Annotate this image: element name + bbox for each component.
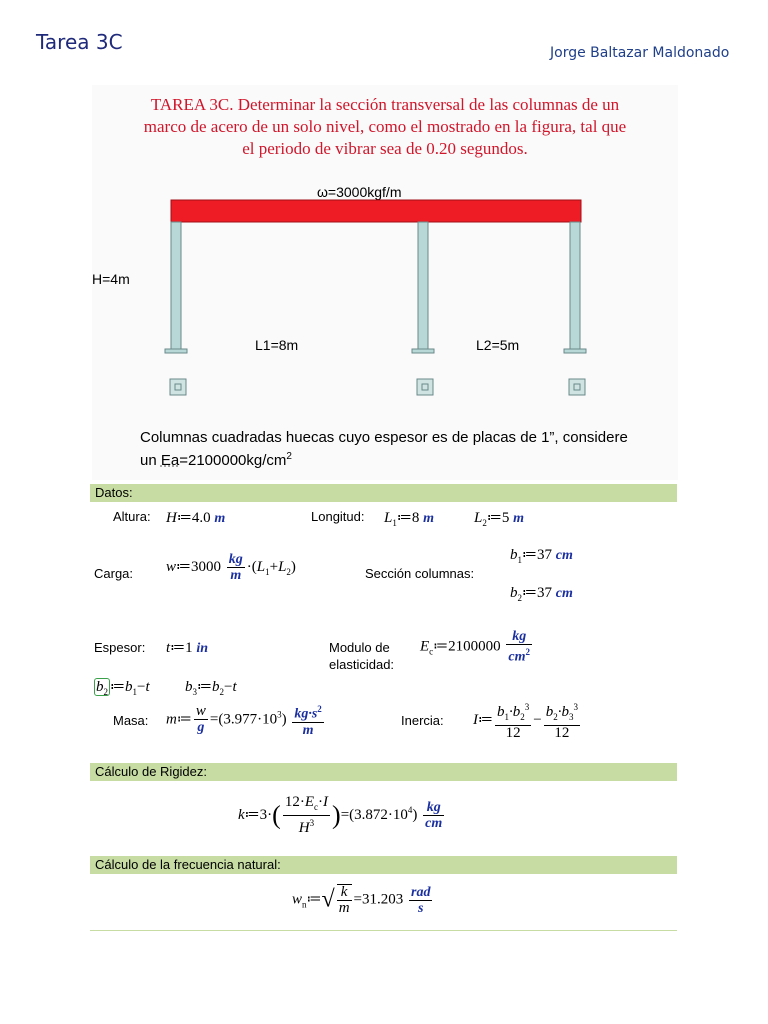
b1-formula: $b_1≔37$ cm	[510, 547, 573, 565]
l2-formula: $L_2≔5$ m	[474, 510, 524, 528]
task-line-2: marco de acero de un solo nivel, como el mostrado en la figura, tal que	[143, 117, 627, 136]
inercia-formula: I≔ $\frac{b_1\cdot b_2^3}{12}$ − $\frac{b_2\cdot b_3^3}{12}$	[473, 702, 578, 741]
carga-label: Carga:	[94, 566, 134, 581]
b3-formula: $b_3≔b_2-t$	[185, 679, 237, 697]
note-line-1: Columnas cuadradas huecas cuyo espesor es de placas de 1”, considere	[140, 429, 628, 446]
section-rigidez: Cálculo de Rigidez:	[90, 763, 677, 781]
seccion-label: Sección columnas:	[365, 566, 475, 581]
column-right	[570, 222, 580, 349]
load-label: ω=3000kgf/m	[317, 184, 402, 200]
carga-formula: w≔3000 $\frac{kg}{m}$ $\cdot(L_1+L_2)$	[166, 552, 296, 583]
masa-formula: m≔ $\frac{w}{g}$ $=(3.977\cdot 10^3)$ $\frac{kg\cdot s^2}{m}$	[166, 703, 322, 738]
b2-formula: $b_2≔37$ cm	[510, 585, 573, 603]
section-frecuencia: Cálculo de la frecuencia natural:	[90, 856, 677, 874]
modulo-label: Modulo de elasticidad:	[329, 640, 395, 672]
base-plate-left	[165, 349, 187, 353]
note-line-2: un $Ea=2100000kg/cm^2$	[140, 451, 292, 469]
longitud-label: Longitud:	[311, 509, 365, 524]
task-note	[140, 428, 670, 470]
b2-inner-formula: $b_2$ $≔b_1-t$	[96, 679, 150, 697]
plan-section-left	[170, 379, 186, 395]
author-name: Jorge Baltazar Maldonado	[550, 45, 730, 61]
base-plate-right	[564, 349, 586, 353]
frecuencia-formula: $w_n≔√$ $\frac{k}{m}$ =31.203 $\frac{\text{rad}}{s}$	[292, 884, 431, 916]
altura-formula: H≔4.0 m	[166, 510, 226, 526]
espesor-formula: t≔1 in	[166, 640, 209, 656]
plan-section-right	[569, 379, 585, 395]
document-title: Tarea 3C	[36, 30, 123, 54]
espesor-label: Espesor:	[94, 640, 146, 655]
modulo-formula: $E_c≔2100000$ $\frac{kg}{cm^2}$	[420, 629, 531, 665]
l1-formula: $L_1≔8$ m	[384, 510, 434, 528]
rigidez-formula: k≔3·( $\frac{12\cdot E_c\cdot I}{H^3}$ )$=(3.872\cdot 10^4)$ $\frac{kg}{cm}$	[238, 794, 443, 836]
task-line-1: TAREA 3C. Determinar la sección transversal de las columnas de un	[150, 95, 620, 114]
span1-label: L1=8m	[255, 337, 299, 353]
column-middle	[418, 222, 428, 349]
bottom-divider	[90, 930, 677, 931]
column-left	[171, 222, 181, 349]
span2-label: L2=5m	[476, 337, 520, 353]
task-statement	[100, 94, 670, 160]
beam	[171, 200, 581, 222]
plan-section-middle	[417, 379, 433, 395]
section-datos: Datos:	[90, 484, 677, 502]
altura-label: Altura:	[113, 509, 151, 524]
frame-diagram	[92, 175, 678, 405]
height-label: H=4m	[92, 271, 130, 287]
task-line-3: el periodo de vibrar sea de 0.20 segundos.	[242, 139, 528, 158]
inercia-label: Inercia:	[401, 713, 444, 728]
base-plate-middle	[412, 349, 434, 353]
masa-label: Masa:	[113, 713, 149, 728]
